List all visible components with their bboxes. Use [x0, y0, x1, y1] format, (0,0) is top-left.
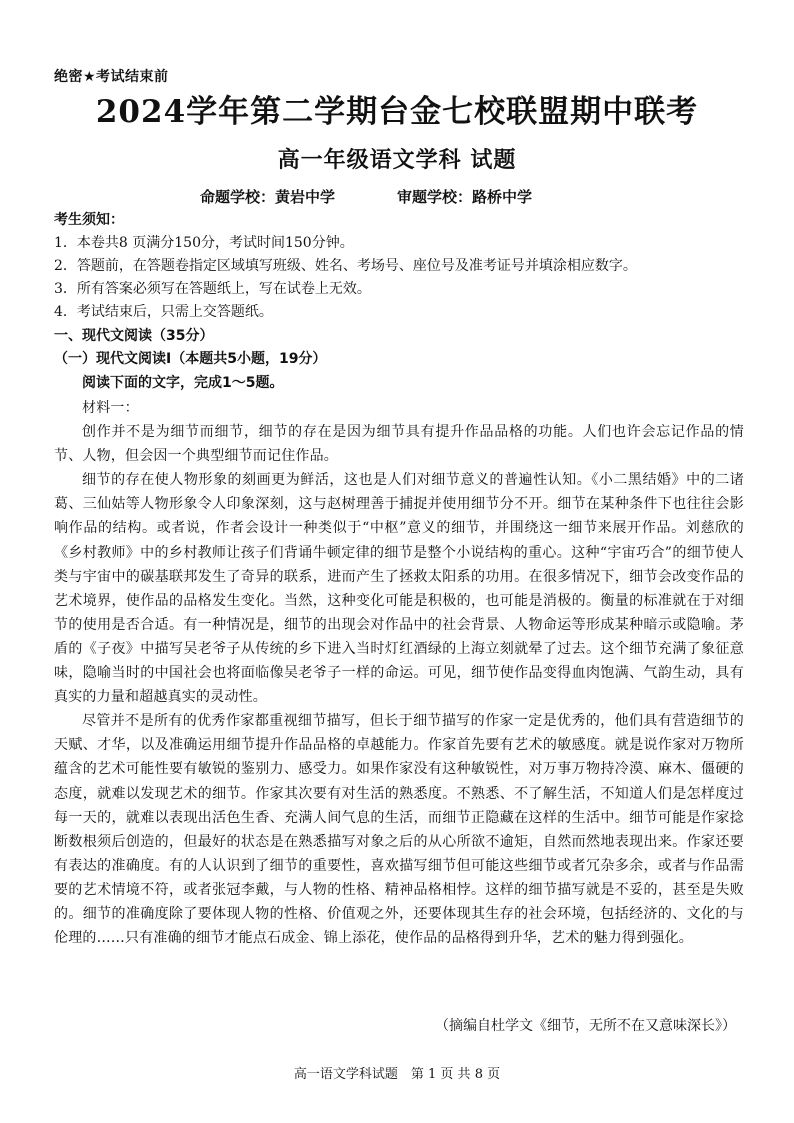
- notice-item: 2．答题前，在答题卷指定区域填写班级、姓名、考场号、座位号及准考证号并填涂相应数字。: [54, 258, 637, 274]
- exam-subtitle: 高一年级语文学科 试题: [277, 147, 517, 173]
- proposer-school: 命题学校：黄岩中学: [200, 188, 336, 206]
- paragraph: 细节的存在使人物形象的刻画更为鲜活，这也是人们对细节意义的普遍性认知。《小二黑结婚》中的二诸葛、三仙姑等人物形象令人印象深刻，这与赵树理善于捕捉并使用细节分不开。细节在某种条件下也往往会影响作品的结构。或者说，作者会设计一种类似于“中枢”意义的细节，并围绕这一细节来展开作品。刘慈欣的《乡村教师》中的乡村教师让孩子们背诵牛顿定律的细节是整个小说结构的重心。这种“宇宙巧合”的细节使人类与宇宙中的碳基联邦发生了奇异的联系，进而产生了拯救太阳系的功用。在很多情况下，细节会改变作品的艺术境界，使作品的品格发生变化。当然，这种变化可能是积极的，也可能是消极的。衡量的标准就在于对细节的使用是否合适。有一种情况是，细节的出现会对作品中的社会背景、人物命运等形成某种暗示或隐喻。茅盾的《子夜》中描写吴老爷子从传统的乡下进入当时灯红酒绿的上海立刻就晕了过去。这个细节充满了象征意味，隐喻当时的中国社会也将面临像吴老爷子一样的命运。可见，细节使作品变得血肉饱满、气韵生动，具有真实的力量和超越真实的灵动性。: [54, 472, 744, 706]
- subsection-heading: （一）现代文阅读Ⅰ（本题共5小题，19分）: [54, 351, 327, 367]
- confidential-mark: 绝密★考试结束前: [54, 69, 169, 85]
- reviewer-school: 审题学校：路桥中学: [397, 188, 533, 206]
- page-footer: 高一语文学科试题 第 1 页 共 8 页: [293, 1067, 501, 1082]
- notice-item: 3．所有答案必须写在答题纸上，写在试卷上无效。: [54, 281, 371, 297]
- material-label: 材料一：: [82, 400, 139, 416]
- notice-heading: 考生须知：: [54, 212, 124, 228]
- reading-material: [54, 396, 744, 950]
- exam-title: 2024学年第二学期台金七校联盟期中联考: [95, 94, 699, 130]
- notice-item: 1．本卷共8 页满分150分，考试时间150分钟。: [54, 235, 354, 251]
- paragraph: 尽管并不是所有的优秀作家都重视细节描写，但长于细节描写的作家一定是优秀的，他们具有营造细节的天赋、才华，以及准确运用细节提升作品品格的卓越能力。作家首先要有艺术的敏感度。就是说作家对万物所蕴含的艺术可能性要有敏锐的鉴别力、感受力。如果作家没有这种敏锐性，对万事万物持冷漠、麻木、僵硬的态度，就难以发现艺术的细节。作家其次要有对生活的熟悉度。不熟悉、不了解生活，不知道人们是怎样度过每一天的，就难以表现出活色生香、充满人间气息的生活，而细节正隐藏在这样的生活中。细节可能是作家捻断数根须后创造的，但最好的状态是在熟悉描写对象之后的从心所欲不逾矩，自然而然地表现出来。作家还要有表达的准确度。有的人认识到了细节的重要性，喜欢描写细节但可能这些细节或者冗杂多余，或者与作品需要的艺术情境不符，或者张冠李戴，与人物的性格、精神品格相悖。这样的细节描写就是不妥的，甚至是失败的。细节的准确度除了要体现人物的性格、价值观之外，还要体现其生存的社会环境，包括经济的、文化的与伦理的……只有准确的细节才能点石成金、锦上添花，使作品的品格得到升华，艺术的魅力得到强化。: [54, 713, 744, 947]
- school-line: [200, 186, 532, 207]
- paragraph: 创作并不是为细节而细节，细节的存在是因为细节具有提升作品品格的功能。人们也许会忘记作品的情节、人物，但会因一个典型细节而记住作品。: [54, 424, 744, 465]
- reading-instruction: 阅读下面的文字，完成1～5题。: [82, 375, 284, 391]
- section-heading: 一、现代文阅读（35分）: [54, 328, 214, 344]
- source-citation: （摘编自杜学文《细节，无所不在又意味深长》）: [435, 1018, 736, 1034]
- notice-item: 4．考试结束后，只需上交答题纸。: [54, 304, 273, 320]
